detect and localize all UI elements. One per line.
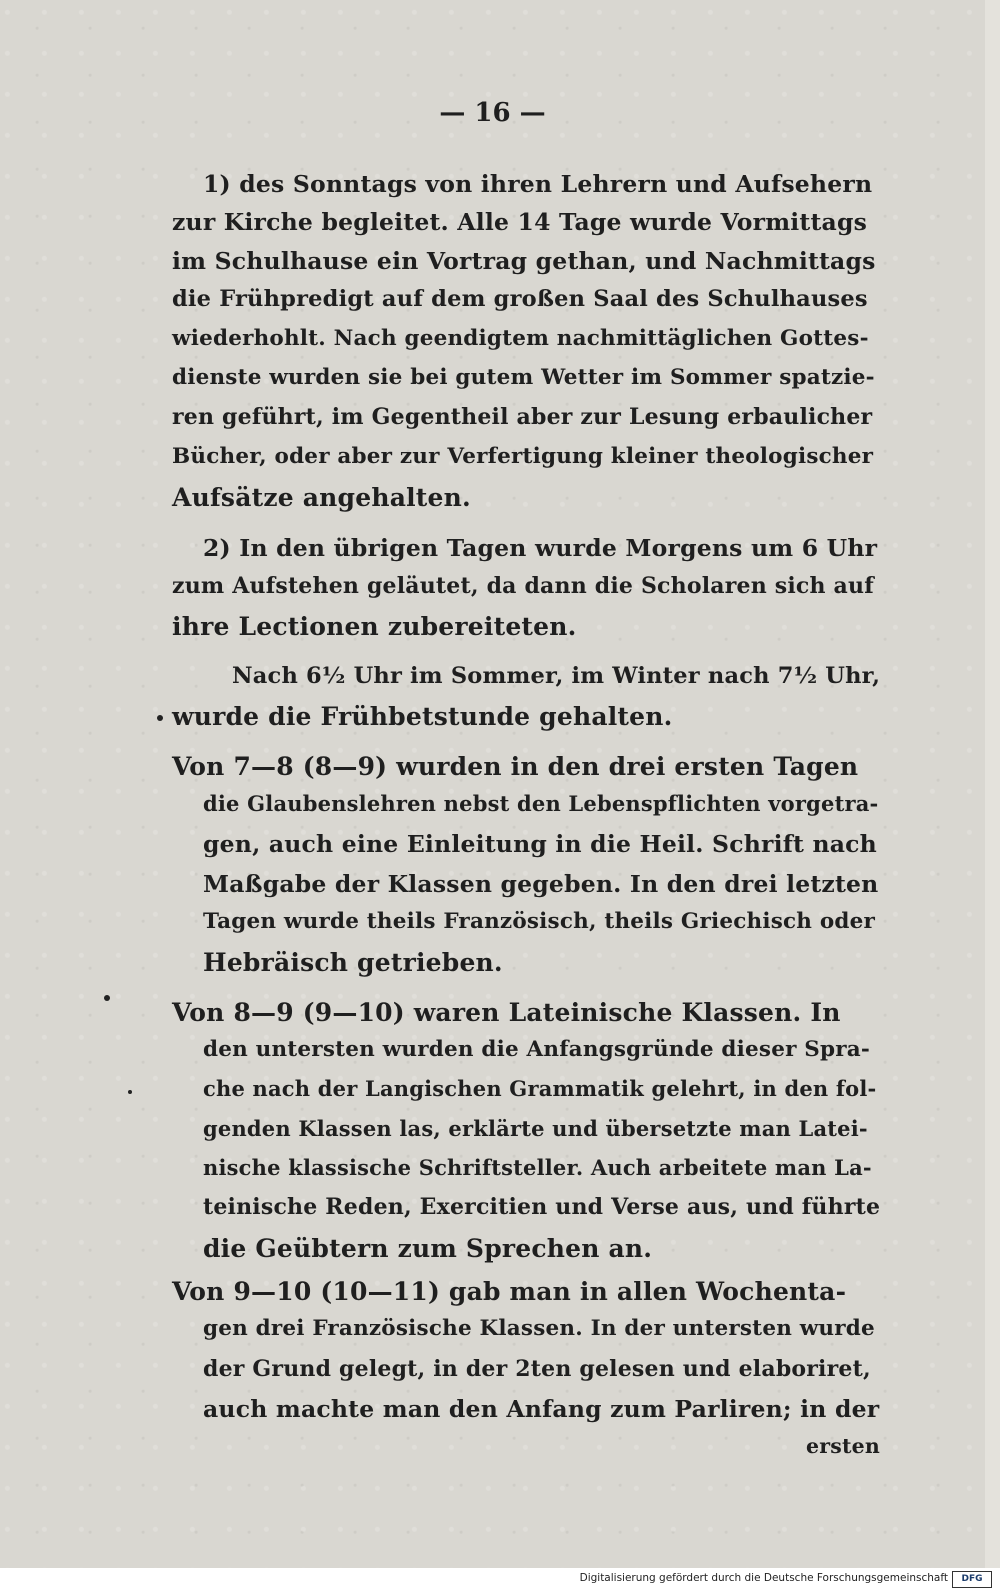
text-line: Bücher, oder aber zur Verfertigung kleiner theologischer	[172, 444, 874, 469]
text-line: Von 8—9 (9—10) waren Lateinische Klassen. In	[172, 998, 841, 1027]
text-line: teinische Reden, Exercitien und Verse aus, und führte	[203, 1194, 881, 1220]
dfg-logo: DFG	[952, 1571, 992, 1588]
text-line: zum Aufstehen geläutet, da dann die Scholaren sich auf	[172, 573, 874, 599]
text-line: auch machte man den Anfang zum Parliren; in der	[203, 1395, 880, 1423]
text-line: genden Klassen las, erklärte und übersetzte man Latei-	[203, 1116, 868, 1141]
text-line: 2) In den übrigen Tagen wurde Morgens um 6 Uhr	[203, 534, 878, 562]
ink-speck	[104, 995, 110, 1001]
text-line: 1) des Sonntags von ihren Lehrern und Aufsehern	[203, 170, 873, 198]
text-line: wiederhohlt. Nach geendigtem nachmittäglichen Gottes-	[172, 326, 869, 351]
text-line: nische klassische Schriftsteller. Auch arbeitete man La-	[203, 1155, 872, 1180]
text-line: dienste wurden sie bei gutem Wetter im Sommer spatzie-	[172, 365, 875, 390]
ink-speck	[128, 1090, 132, 1094]
funding-credit: Digitalisierung gefördert durch die Deutsche Forschungsgemeinschaft	[579, 1572, 948, 1584]
text-line: che nach der Langischen Grammatik gelehrt, in den fol-	[203, 1076, 877, 1101]
text-line: Hebräisch getrieben.	[203, 948, 503, 977]
text-line: zur Kirche begleitet. Alle 14 Tage wurde Vormittags	[172, 208, 868, 236]
text-line: gen drei Französische Klassen. In der untersten wurde	[203, 1316, 875, 1341]
ink-speck	[157, 715, 163, 721]
text-line: Tagen wurde theils Französisch, theils Griechisch oder	[203, 909, 876, 934]
text-line: die Frühpredigt auf dem großen Saal des Schulhauses	[172, 286, 868, 312]
text-line: die Geübtern zum Sprechen an.	[203, 1234, 653, 1263]
page-number: — 16 —	[439, 98, 546, 128]
text-line: im Schulhause ein Vortrag gethan, und Nachmittags	[172, 247, 876, 275]
text-line: Maßgabe der Klassen gegeben. In den drei letzten	[203, 870, 879, 898]
text-line: Von 9—10 (10—11) gab man in allen Wochenta-	[172, 1277, 847, 1306]
text-line: ihre Lectionen zubereiteten.	[172, 612, 577, 641]
catchword: ersten	[806, 1434, 881, 1458]
text-line: der Grund gelegt, in der 2ten gelesen und elaboriret,	[203, 1356, 871, 1382]
text-line: die Glaubenslehren nebst den Lebenspflichten vorgetra-	[203, 791, 879, 816]
text-line: den untersten wurden die Anfangsgründe dieser Spra-	[203, 1037, 871, 1062]
text-line: Von 7—8 (8—9) wurden in den drei ersten Tagen	[172, 752, 859, 781]
footer-bar	[0, 1568, 1000, 1590]
text-line: ren geführt, im Gegentheil aber zur Lesung erbaulicher	[172, 404, 873, 430]
text-line: Nach 6½ Uhr im Sommer, im Winter nach 7½ Uhr,	[232, 663, 881, 689]
text-line: gen, auch eine Einleitung in die Heil. Schrift nach	[203, 830, 877, 858]
text-line: Aufsätze angehalten.	[172, 483, 471, 512]
text-line: wurde die Frühbetstunde gehalten.	[172, 702, 673, 731]
